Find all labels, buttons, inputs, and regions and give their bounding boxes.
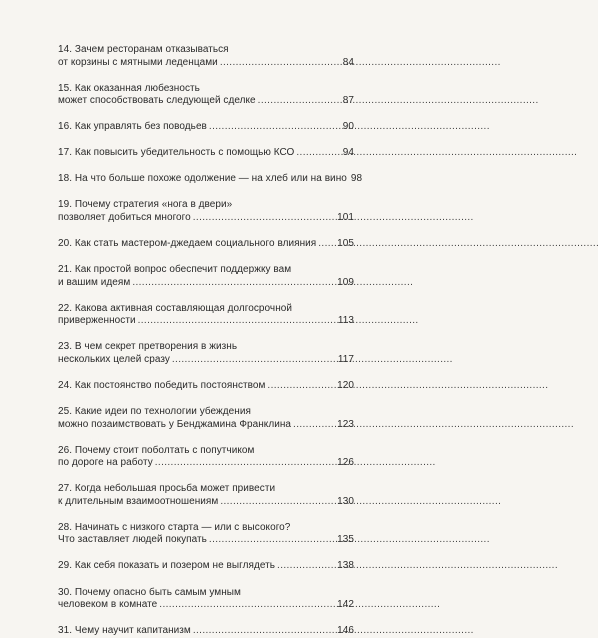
toc-entry-title-line: Что заставляет людей покупать	[58, 534, 207, 546]
page-number: 123	[337, 418, 354, 430]
page-number: 117	[337, 353, 354, 365]
toc-entry-title-line: может способствовать следующей сделке	[58, 95, 256, 107]
toc-entry-15	[58, 83, 354, 108]
page-number: 109	[337, 276, 354, 288]
toc-entry-title-line: 27. Когда небольшая просьба может привести	[58, 483, 276, 495]
toc-entry-title-line: 14. Зачем ресторанам отказываться	[58, 44, 229, 55]
toc-entry-title-line: 16. Как управлять без поводьев	[58, 121, 207, 133]
toc-entry-16	[58, 121, 354, 134]
toc-entry-title-line: можно позаимствовать у Бенджамина Франклина	[58, 418, 292, 430]
toc-entry-29	[58, 560, 354, 573]
toc-entry-14	[58, 44, 354, 69]
toc-entry-title-line: 21. Как простой вопрос обеспечит поддержку вам	[58, 264, 292, 276]
toc-entry-30	[58, 587, 354, 612]
toc-entry-25	[58, 406, 354, 431]
leader-dots	[296, 147, 340, 160]
leader-dots	[277, 560, 335, 573]
leader-dots	[220, 496, 335, 509]
toc-entry-21	[58, 264, 354, 289]
toc-entry-title-line: от корзины с мятными леденцами	[58, 56, 218, 68]
toc-entry-title-line: 19. Почему стратегия «нога в двери»	[58, 199, 233, 211]
toc-entry-title-line: 17. Как повысить убедительность с помощью КСО	[58, 147, 295, 159]
toc-entry-27	[58, 483, 354, 508]
page-number: 126	[337, 457, 354, 469]
toc-entry-28	[58, 522, 354, 547]
page-number: 135	[337, 534, 354, 546]
toc-entry-title-line: 20. Как стать мастером-джедаем социального влияния	[58, 238, 317, 250]
leader-dots	[318, 238, 335, 251]
toc-entry-title-line: к длительным взаимоотношениям	[58, 495, 219, 507]
toc-entry-title-line: 22. Какова активная составляющая долгосрочной	[58, 302, 293, 314]
page-number: 146	[337, 625, 354, 637]
toc-entry-20	[58, 238, 354, 251]
leader-dots	[209, 534, 335, 547]
toc-entry-17	[58, 147, 354, 160]
page-number: 90	[342, 121, 354, 133]
toc-entry-title-line: позволяет добиться многого	[58, 211, 191, 223]
leader-dots	[155, 457, 335, 470]
toc-entry-title-line: 26. Почему стоит поболтать с попутчиком	[58, 444, 255, 456]
leader-dots	[220, 57, 341, 70]
toc-entry-title-line: приверженности	[58, 315, 136, 327]
toc-entry-title-line: нескольких целей сразу	[58, 353, 170, 365]
page-number: 98	[350, 173, 363, 185]
toc-entry-19	[58, 199, 354, 224]
toc-entry-title-line: 24. Как постоянство победить постоянством	[58, 379, 266, 391]
page-number: 142	[337, 599, 354, 610]
toc-entry-22	[58, 303, 354, 328]
leader-dots	[132, 277, 335, 290]
toc-entry-title-line: 15. Как оказанная любезность	[58, 82, 200, 94]
toc-entry-title-line: 23. В чем секрет претворения в жизнь	[58, 341, 238, 353]
page-number: 84	[342, 56, 354, 68]
toc-entry-title-line: 30. Почему опасно быть самым умным	[58, 586, 241, 598]
toc-entry-title-line: и вашим идеям	[58, 276, 131, 288]
toc-entry-title-line: по дороге на работу	[58, 457, 153, 469]
page-number: 130	[337, 495, 354, 507]
page-number: 113	[337, 315, 354, 327]
toc-entry-23	[58, 341, 354, 366]
page-number: 101	[337, 211, 354, 223]
toc-entry-title-line: 31. Чему научит капитанизм	[58, 625, 191, 637]
leader-dots	[267, 380, 335, 393]
page-number: 138	[337, 560, 354, 572]
page-number: 87	[342, 95, 354, 107]
page-number: 94	[342, 147, 354, 159]
toc-entry-title-line: человеком в комнате	[58, 599, 158, 610]
leader-dots	[193, 212, 335, 225]
page-number: 120	[337, 379, 354, 391]
leader-dots	[159, 599, 335, 612]
leader-dots	[258, 95, 341, 108]
leader-dots	[209, 121, 341, 134]
toc-entry-title-line: 29. Как себя показать и позером не выглядеть	[58, 560, 276, 572]
toc-entry-26	[58, 445, 354, 470]
toc-entry-title-line: 25. Какие идеи по технологии убеждения	[58, 406, 251, 418]
leader-dots	[172, 354, 336, 367]
leader-dots	[293, 419, 335, 432]
toc-entry-18	[58, 173, 363, 186]
toc-entry-31	[58, 625, 354, 638]
leader-dots	[138, 315, 336, 328]
leader-dots	[193, 625, 335, 638]
page-number: 105	[337, 238, 354, 250]
toc-entry-title-line: 28. Начинать с низкого старта — или с высокого?	[58, 521, 291, 533]
table-of-contents	[58, 44, 363, 637]
toc-entry-title-line: 18. На что больше похоже одолжение — на хлеб или на вино	[58, 173, 347, 185]
toc-entry-24	[58, 380, 354, 393]
